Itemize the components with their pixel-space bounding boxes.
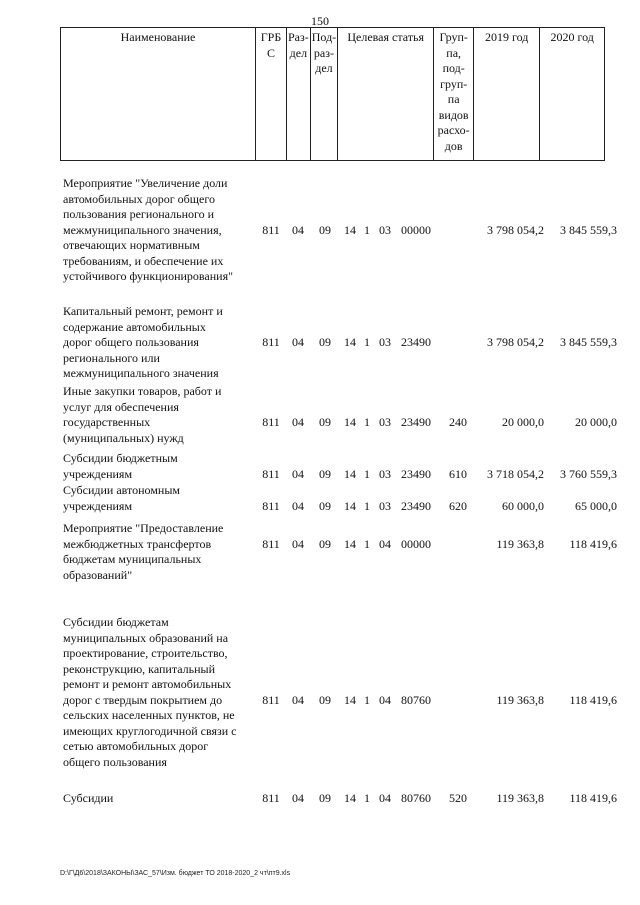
cell-target-program: 14: [344, 791, 356, 805]
cell-name-line: учреждениям: [63, 498, 133, 513]
cell-name: [63, 521, 255, 583]
cell-2019: 20 000,0: [502, 415, 544, 429]
cell-name: [63, 176, 255, 285]
cell-2020: 3 845 559,3: [560, 335, 617, 349]
cell-name-line: сетью автомобильных дорог: [63, 739, 209, 753]
cell-target-event: 04: [379, 692, 391, 707]
cell-target-code: 23490: [401, 466, 431, 481]
cell-grbs: 811: [262, 791, 280, 805]
cell-target-subprogram: 1: [364, 222, 370, 237]
cell-name-line: (муниципальных) нужд: [63, 430, 184, 445]
cell-name-line: Субсидии: [63, 791, 114, 805]
cell-target-program: 14: [344, 536, 356, 551]
cell-target-event: 03: [379, 466, 391, 481]
cell-2020: 3 845 559,3: [560, 222, 617, 237]
cell-podrazdel: 09: [319, 791, 331, 805]
cell-name-line: муниципальных образований на: [63, 630, 229, 645]
file-path-footer: D:\Г\Д6\2018\ЗАКОНЫ\ЗАС_57\Изм. бюджет ТО 2018-2020_2 чт\пт9.xls: [60, 870, 291, 877]
cell-2020: 65 000,0: [575, 498, 617, 513]
header-target-article: Целевая статья: [338, 28, 434, 161]
cell-target-event: 03: [379, 335, 391, 349]
cell-target-program: 14: [344, 498, 356, 513]
cell-target-code: 80760: [401, 692, 431, 707]
cell-2020: 118 419,6: [569, 692, 617, 707]
cell-grbs: 811: [262, 466, 280, 481]
cell-name-line: ремонт и ремонт автомобильных: [63, 677, 232, 691]
cell-grbs: 811: [262, 222, 280, 237]
cell-group: 620: [449, 498, 467, 513]
cell-grbs: 811: [262, 498, 280, 513]
cell-podrazdel: 09: [319, 415, 331, 429]
cell-name-line: дорог общего пользования: [63, 335, 199, 349]
cell-target-program: 14: [344, 692, 356, 707]
cell-name-line: сельских населенных пунктов, не: [63, 708, 235, 722]
cell-2019: 119 363,8: [496, 692, 544, 707]
cell-razdel: 04: [292, 466, 304, 481]
cell-name-line: имеющих круглогодичной связи с: [63, 723, 237, 738]
cell-target-event: 03: [379, 222, 391, 237]
cell-name-line: Субсидии автономным: [63, 483, 180, 497]
cell-2019: 3 798 054,2: [487, 335, 544, 349]
cell-target-event: 04: [379, 791, 391, 805]
cell-2019: 60 000,0: [502, 498, 544, 513]
cell-name-line: бюджетам муниципальных: [63, 552, 202, 566]
cell-2020: 20 000,0: [575, 415, 617, 429]
cell-grbs: 811: [262, 536, 280, 551]
header-group: Груп- па, под- груп- па видов расхо- дов: [434, 28, 474, 161]
cell-target-subprogram: 1: [364, 692, 370, 707]
cell-grbs: 811: [262, 335, 280, 349]
header-razdel: Раз- дел: [287, 28, 311, 161]
cell-name-line: Мероприятие "Предоставление: [63, 521, 224, 535]
cell-grbs: 811: [262, 692, 280, 707]
cell-target-event: 04: [379, 536, 391, 551]
cell-razdel: 04: [292, 498, 304, 513]
cell-name-line: содержание автомобильных: [63, 319, 206, 334]
cell-razdel: 04: [292, 222, 304, 237]
cell-name-line: пользования регионального и: [63, 207, 215, 221]
cell-name: [63, 451, 255, 482]
cell-name-line: межмуниципального значения: [63, 366, 219, 380]
cell-2019: 3 798 054,2: [487, 222, 544, 237]
cell-name: [63, 384, 255, 446]
page-number: 150: [311, 14, 329, 28]
cell-name: [63, 615, 255, 770]
cell-target-subprogram: 1: [364, 415, 370, 429]
cell-target-code: 00000: [401, 536, 431, 551]
cell-name-line: регионального или: [63, 350, 160, 365]
cell-podrazdel: 09: [319, 536, 331, 551]
cell-name-line: Иные закупки товаров, работ и: [63, 384, 222, 398]
cell-podrazdel: 09: [319, 466, 331, 481]
cell-name-line: образований": [63, 567, 133, 582]
cell-name: [63, 791, 255, 807]
header-grbs: ГРБ С: [256, 28, 287, 161]
cell-name-line: межмуниципального значения,: [63, 222, 222, 237]
cell-target-code: 23490: [401, 415, 431, 429]
header-podrazdel: Под- раз- дел: [310, 28, 337, 161]
cell-name-line: межбюджетных трансфертов: [63, 536, 212, 551]
cell-target-event: 03: [379, 415, 391, 429]
cell-razdel: 04: [292, 692, 304, 707]
cell-name-line: государственных: [63, 415, 151, 429]
cell-name-line: Субсидии бюджетам: [63, 615, 169, 629]
cell-name-line: Субсидии бюджетным: [63, 451, 178, 465]
cell-target-subprogram: 1: [364, 335, 370, 349]
cell-name-line: услуг для обеспечения: [63, 399, 179, 414]
cell-2019: 119 363,8: [496, 791, 544, 805]
cell-podrazdel: 09: [319, 222, 331, 237]
cell-target-subprogram: 1: [364, 498, 370, 513]
cell-group: 610: [449, 466, 467, 481]
cell-2020: 3 760 559,3: [560, 466, 617, 481]
cell-2020: 118 419,6: [569, 791, 617, 805]
cell-name-line: автомобильных дорог общего: [63, 191, 215, 206]
cell-name-line: устойчивого функционирования": [63, 269, 234, 283]
cell-name-line: отвечающих нормативным: [63, 238, 200, 252]
cell-2020: 118 419,6: [569, 536, 617, 551]
cell-target-subprogram: 1: [364, 466, 370, 481]
cell-razdel: 04: [292, 791, 304, 805]
cell-razdel: 04: [292, 536, 304, 551]
cell-target-code: 80760: [401, 791, 431, 805]
cell-target-program: 14: [344, 335, 356, 349]
cell-group: 520: [449, 791, 467, 805]
cell-razdel: 04: [292, 335, 304, 349]
cell-2019: 119 363,8: [496, 536, 544, 551]
cell-razdel: 04: [292, 415, 304, 429]
cell-name-line: Капитальный ремонт, ремонт и: [63, 304, 223, 318]
cell-target-subprogram: 1: [364, 536, 370, 551]
cell-podrazdel: 09: [319, 335, 331, 349]
cell-name: [63, 483, 255, 514]
cell-podrazdel: 09: [319, 692, 331, 707]
cell-target-program: 14: [344, 466, 356, 481]
cell-name-line: требованиям, и обеспечение их: [63, 253, 224, 268]
cell-group: 240: [449, 415, 467, 429]
cell-target-subprogram: 1: [364, 791, 370, 805]
header-2019: 2019 год: [474, 28, 540, 161]
cell-name-line: проектирование, строительство,: [63, 646, 228, 660]
cell-name-line: Мероприятие "Увеличение доли: [63, 176, 228, 190]
cell-name-line: реконструкцию, капитальный: [63, 661, 216, 676]
cell-target-code: 23490: [401, 335, 431, 349]
cell-target-code: 00000: [401, 222, 431, 237]
cell-name: [63, 304, 255, 382]
cell-target-program: 14: [344, 415, 356, 429]
cell-target-program: 14: [344, 222, 356, 237]
header-2020: 2020 год: [540, 28, 605, 161]
cell-2019: 3 718 054,2: [487, 466, 544, 481]
header-name: Наименование: [61, 28, 256, 161]
cell-name-line: учреждениям: [63, 466, 133, 481]
cell-grbs: 811: [262, 415, 280, 429]
cell-podrazdel: 09: [319, 498, 331, 513]
cell-name-line: дорог с твердым покрытием до: [63, 692, 223, 707]
cell-name-line: общего пользования: [63, 754, 167, 769]
cell-target-event: 03: [379, 498, 391, 513]
table-header: [60, 27, 605, 161]
cell-target-code: 23490: [401, 498, 431, 513]
